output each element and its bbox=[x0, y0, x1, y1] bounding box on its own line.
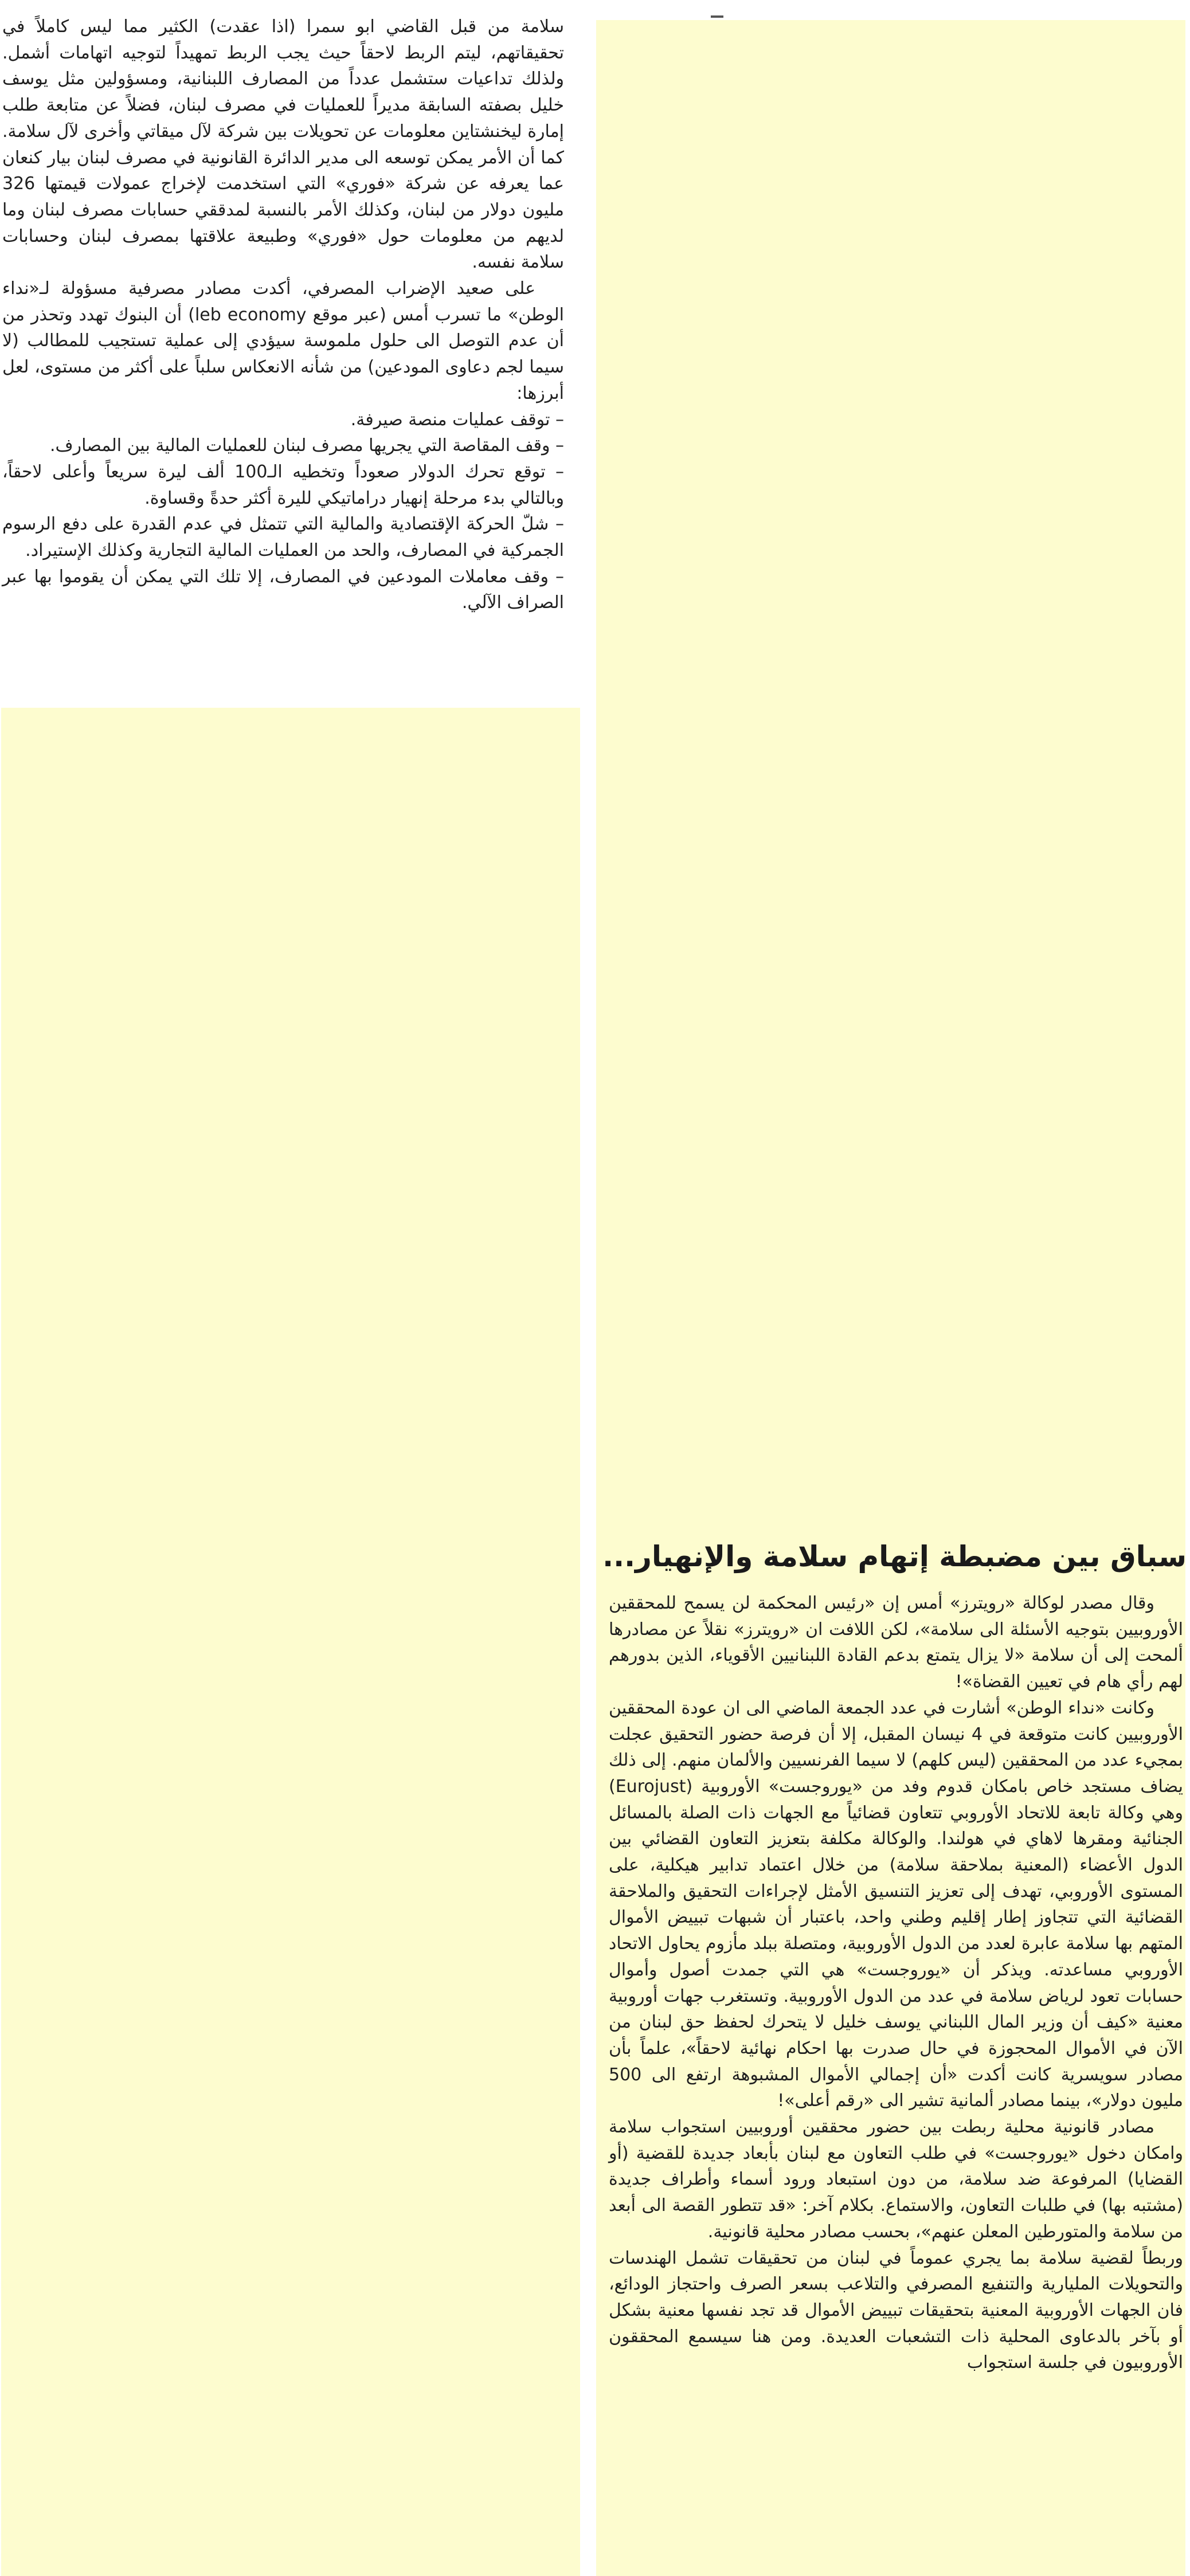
paragraph-investigations: وربطاً لقضية سلامة بما يجري عموماً في لبنان من تحقيقات تشمل الهندسات والتحويلات المليارية والتنفيع المصرفي والتلاعب بسعر الصرف واحتجاز الودائع، فان الجهات الأوروبية المعنية بتحقيقات تبييض الأموال قد تجد نفسها معنية بشكل أو بآخر بالدعاوى المحلية ذات التشعبات العديدة. ومن هنا سيسمع المحققون الأوروبيون في جلسة استجواب bbox=[609, 2248, 1183, 2373]
left-bottom-panel bbox=[1, 1547, 580, 2576]
right-article-column bbox=[609, 1590, 1183, 2376]
list-item: – شلّ الحركة الإقتصادية والمالية التي تتمثل في عدم القدرة على دفع الرسوم الجمركية في المصارف، والحد من العمليات المالية التجارية وكذلك الإستيراد. bbox=[2, 514, 564, 561]
paragraph-reuters: وقال مصدر لوكالة «رويترز» أمس إن «رئيس المحكمة لن يسمح للمحققين الأوروبيين بتوجيه الأسئلة الى سلامة»، لكن اللافت ان «رويترز» نقلاً عن مصادرها ألمحت إلى أن سلامة «لا يزال يتمتع بدعم القادة اللبنانيين الأقوياء، الذين بدورهم لهم رأي هام في تعيين القضاة»! bbox=[609, 1593, 1183, 1692]
list-item: – توقع تحرك الدولار صعوداً وتخطيه الـ100 ألف ليرة سريعاً وأعلى لاحقاً، وبالتالي بدء مرحلة إنهيار دراماتيكي لليرة أكثر حدةً وقساوة. bbox=[2, 461, 564, 508]
left-top-panel bbox=[1, 708, 580, 1547]
paragraph-continuation: سلامة من قبل القاضي ابو سمرا (اذا عقدت) الكثير مما ليس كاملاً في تحقيقاتهم، ليتم الربط لاحقاً حيث يجب الربط تمهيداً لتوجيه اتهامات أشمل. ولذلك تداعيات ستشمل عدداً من المصارف اللبنانية، ومسؤولين مثل يوسف خليل بصفته السابقة مديراً للعمليات في مصرف لبنان، فضلاً عن متابعة طلب إمارة ليخنشتاين معلومات عن تحويلات بين شركة لآل ميقاتي وأخرى لآل سلامة. كما أن الأمر يمكن توسعه الى مدير الدائرة القانونية في مصرف لبنان بيار كنعان عما يعرفه عن شركة «فوري» التي استخدمت لإخراج عمولات قيمتها 326 مليون دولار من لبنان، وكذلك الأمر بالنسبة لمدققي حسابات مصرف لبنان وما لديهم من معلومات حول «فوري» وطبيعة علاقتها بمصرف لبنان وحسابات سلامة نفسه. bbox=[2, 17, 564, 273]
right-top-panel bbox=[596, 20, 1185, 1538]
paragraph-bank-strike: على صعيد الإضراب المصرفي، أكدت مصادر مصرفية مسؤولة لـ«نداء الوطن» ما تسرب أمس (عبر موقع leb economy) أن البنوك تهدد وتحذر من أن عدم التوصل الى حلول ملموسة سيؤدي إلى عملية تستجيب للمطالب (لا سيما لجم دعاوى المودعين) من شأنه الانعكاس سلباً على أكثر من مستوى، لعل أبرزها: bbox=[2, 279, 564, 403]
article-headline: سباق بين مضبطة إتهام سلامة والإنهيار... bbox=[602, 1540, 1187, 1573]
decorative-dash bbox=[711, 15, 723, 18]
paragraph-eurojust: وكانت «نداء الوطن» أشارت في عدد الجمعة الماضي الى ان عودة المحققين الأوروبيين كانت متوقعة في 4 نيسان المقبل، إلا أن فرصة حضور التحقيق عجلت بمجيء عدد من المحققين (ليس كلهم) لا سيما الفرنسيين والألمان منهم. إلى ذلك يضاف مستجد خاص بامكان قدوم وفد من «يوروجست» الأوروبية (Eurojust) وهي وكالة تابعة للاتحاد الأوروبي تتعاون قضائياً مع الجهات ذات الصلة بالمسائل الجنائية ومقرها لاهاي في هولندا. والوكالة مكلفة بتعزيز التعاون القضائي بين الدول الأعضاء (المعنية بملاحقة سلامة) من خلال اعتماد تدابير هيكلية، على المستوى الأوروبي، تهدف إلى تعزيز التنسيق الأمثل لإجراءات التحقيق والملاحقة القضائية التي تتجاوز إطار إقليم وطني واحد، باعتبار أن شبهات تبييض الأموال المتهم بها سلامة عابرة لعدد من الدول الأوروبية، ومتصلة ببلد مأزوم يحاول الاتحاد الأوروبي مساعدته. ويذكر أن «يوروجست» هي التي جمدت أصول وأموال حسابات تعود لرياض سلامة في عدد من الدول الأوروبية. وتستغرب جهات أوروبية معنية «كيف أن وزير المال اللبناني يوسف خليل لا يتحرك لحفظ حق لبنان من الآن في الأموال المحجوزة في حال صدرت بها احكام نهائية لاحقاً»، علماً بأن مصادر سويسرية كانت أكدت «أن إجمالي الأموال المشبوهة ارتفع الى 500 مليون دولار»، بينما مصادر ألمانية تشير الى «رقم أعلى»! bbox=[609, 1697, 1183, 2111]
list-item: – توقف عمليات منصة صيرفة. bbox=[350, 409, 564, 430]
paragraph-legal-sources: مصادر قانونية محلية ربطت بين حضور محققين أوروبيين استجواب سلامة وامكان دخول «يوروجست» في طلب التعاون مع لبنان بأبعاد جديدة للقضية (أو القضايا) المرفوعة ضد سلامة، من دون استبعاد ورود أسماء وأطراف جديدة (مشتبه بها) في طلبات التعاون، والاستماع. بكلام آخر: «قد تتطور القصة الى أبعد من سلامة والمتورطين المعلن عنهم»، بحسب مصادر محلية قانونية. bbox=[609, 2117, 1183, 2242]
list-item: – وقف معاملات المودعين في المصارف، إلا تلك التي يمكن أن يقوموا بها عبر الصراف الآلي. bbox=[2, 566, 564, 613]
left-article-column bbox=[2, 14, 564, 616]
list-item: – وقف المقاصة التي يجريها مصرف لبنان للعمليات المالية بين المصارف. bbox=[49, 436, 564, 456]
